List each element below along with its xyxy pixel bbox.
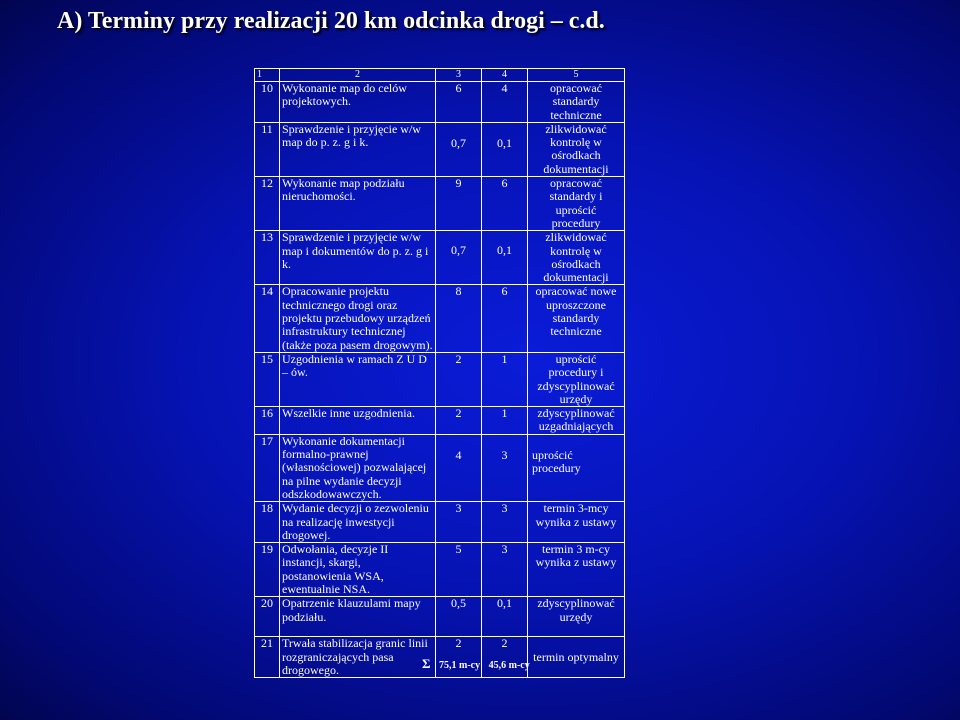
row-number: 17 [255, 434, 280, 501]
table-row [255, 407, 625, 435]
row-value-col3: 8 [436, 285, 482, 352]
row-description: Wykonanie map podziału nieruchomości. [280, 177, 436, 231]
row-value-col4: 4 [482, 82, 528, 123]
header-cell-1: 1 [255, 69, 280, 82]
row-number: 20 [255, 597, 280, 637]
row-value-col4: 6 [482, 285, 528, 352]
row-number: 11 [255, 122, 280, 176]
row-value-col4: 3 [482, 502, 528, 543]
row-description: Wszelkie inne uzgodnienia. [280, 407, 436, 435]
schedule-table [254, 68, 625, 678]
table-row [255, 177, 625, 231]
row-description: Trwała stabilizacja granic linii rozgraniczających pasa drogowego. [280, 637, 436, 678]
row-remark: zlikwidować kontrolę w ośrodkach dokumentacji [528, 231, 625, 285]
row-value-col3: 2 [436, 352, 482, 406]
table-row [255, 82, 625, 123]
row-description: Opatrzenie klauzulami mapy podziału. [280, 597, 436, 637]
row-remark: opracować standardy techniczne [528, 82, 625, 123]
row-value-col3: 2 [436, 407, 482, 435]
row-value-col4: 0,1 [482, 122, 528, 176]
row-remark: termin 3-mcy wynika z ustawy [528, 502, 625, 543]
table-row [255, 352, 625, 406]
row-value-col4: 3 [482, 434, 528, 501]
row-remark: zdyscyplinować uzgadniających [528, 407, 625, 435]
table-row [255, 122, 625, 176]
table-row [255, 543, 625, 597]
row-remark: termin 3 m-cy wynika z ustawy [528, 543, 625, 597]
row-value-col3: 0,5 [436, 597, 482, 637]
row-number: 16 [255, 407, 280, 435]
row-remark: termin optymalny [528, 637, 625, 678]
row-value-col4: 2 [482, 637, 528, 678]
row-number: 21 [255, 637, 280, 678]
row-value-col3: 0,7 [436, 122, 482, 176]
table-row [255, 502, 625, 543]
row-description: Uzgodnienia w ramach Z U D – ów. [280, 352, 436, 406]
row-description: Wykonanie dokumentacji formalno-prawnej (własnościowej) pozwalającej na pilne wydanie decyzji odszkodowawczych. [280, 434, 436, 501]
row-remark: opracować standardy i uprościć procedury [528, 177, 625, 231]
row-number: 15 [255, 352, 280, 406]
row-remark: zdyscyplinować urzędy [528, 597, 625, 637]
header-cell-3: 3 [436, 69, 482, 82]
table-row [255, 285, 625, 352]
row-value-col3: 0,7 [436, 231, 482, 285]
row-value-col3: 5 [436, 543, 482, 597]
header-cell-5: 5 [528, 69, 625, 82]
row-value-col4: 3 [482, 543, 528, 597]
row-number: 13 [255, 231, 280, 285]
sum-col4: 45,6 m-cy [488, 660, 530, 671]
table-row [255, 597, 625, 637]
table-row [255, 231, 625, 285]
row-description: Sprawdzenie i przyjęcie w/w map do p. z. g i k. [280, 122, 436, 176]
row-value-col4: 1 [482, 407, 528, 435]
sigma-symbol: Σ [422, 656, 431, 671]
row-value-col4: 0,1 [482, 597, 528, 637]
row-value-col4: 1 [482, 352, 528, 406]
row-description: Opracowanie projektu technicznego drogi oraz projektu przebudowy urządzeń infrastruktury technicznej (także poza pasem drogowym). [280, 285, 436, 352]
row-value-col3: 4 [436, 434, 482, 501]
row-remark: zlikwidować kontrolę w ośrodkach dokumentacji [528, 122, 625, 176]
table-header-row [255, 69, 625, 82]
row-value-col3: 3 [436, 502, 482, 543]
row-number: 19 [255, 543, 280, 597]
row-value-col4: 0,1 [482, 231, 528, 285]
row-number: 10 [255, 82, 280, 123]
row-remark: uprościć procedury [528, 434, 625, 501]
sum-row [422, 656, 530, 672]
table-row [255, 434, 625, 501]
row-number: 18 [255, 502, 280, 543]
row-value-col3: 6 [436, 82, 482, 123]
row-value-col3: 9 [436, 177, 482, 231]
header-cell-4: 4 [482, 69, 528, 82]
row-value-col3: 2 [436, 637, 482, 678]
row-description: Wydanie decyzji o zezwoleniu na realizację inwestycji drogowej. [280, 502, 436, 543]
sum-col3: 75,1 m-cy [439, 660, 481, 671]
row-description: Sprawdzenie i przyjęcie w/w map i dokumentów do p. z. g i k. [280, 231, 436, 285]
row-number: 14 [255, 285, 280, 352]
row-description: Odwołania, decyzje II instancji, skargi, postanowienia WSA, ewentualnie NSA. [280, 543, 436, 597]
row-remark: uprościć procedury i zdyscyplinować urzędy [528, 352, 625, 406]
row-value-col4: 6 [482, 177, 528, 231]
row-description: Wykonanie map do celów projektowych. [280, 82, 436, 123]
slide-title: A) Terminy przy realizacji 20 km odcinka drogi – c.d. [57, 8, 605, 34]
row-remark: opracować nowe uproszczone standardy techniczne [528, 285, 625, 352]
row-number: 12 [255, 177, 280, 231]
header-cell-2: 2 [280, 69, 436, 82]
